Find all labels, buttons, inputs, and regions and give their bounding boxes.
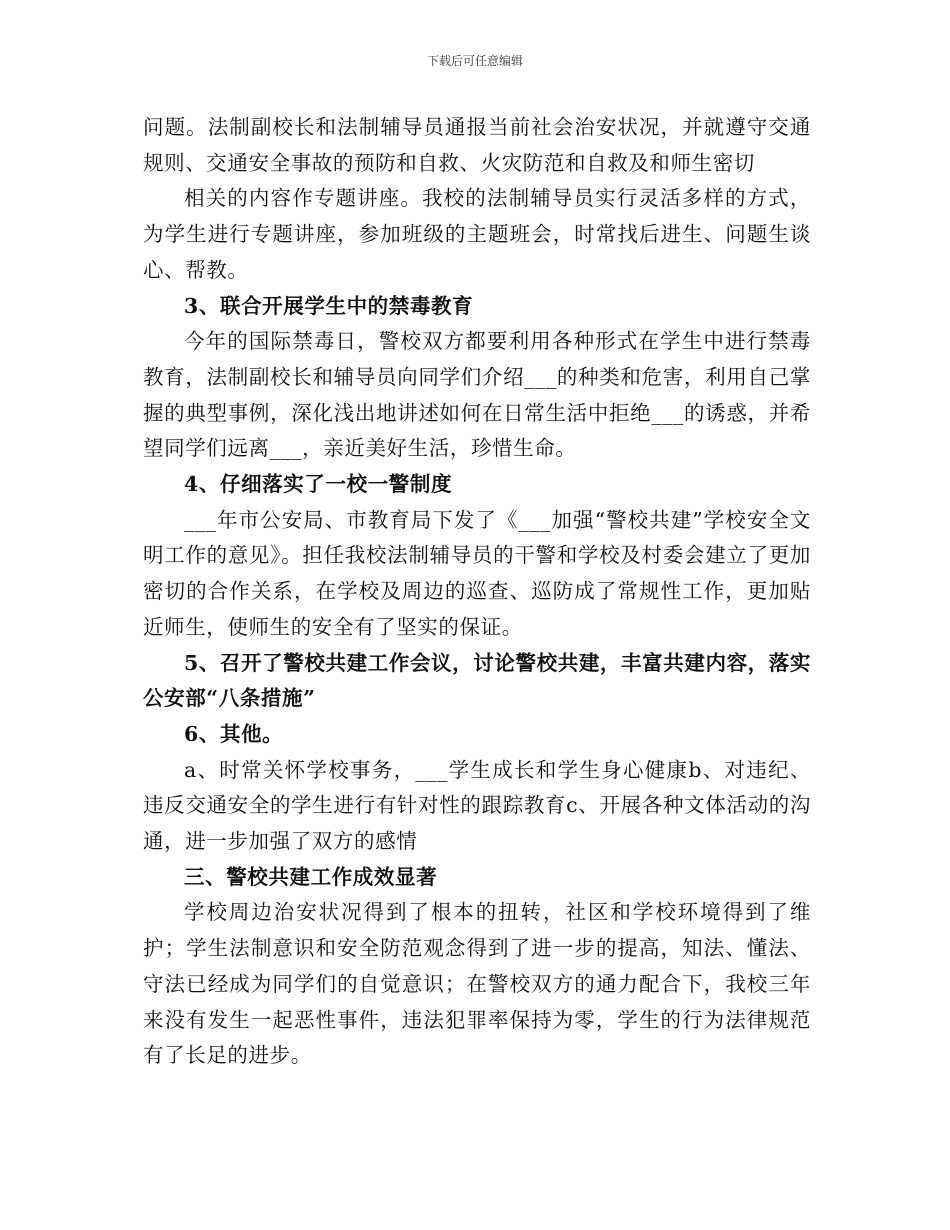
paragraph: ___年市公安局、市教育局下发了《___加强“警校共建”学校安全文明工作的意见》。担任我校法制辅导员的干警和学校及村委会建立了更加密切的合作关系，在学校及周边的巡查、巡防成了常规性工作，更加贴近师生，使师生的安全有了坚实的保证。: [143, 507, 811, 639]
document-body: [143, 110, 811, 1074]
paragraph: 学校周边治安状况得到了根本的扭转，社区和学校环境得到了维护；学生法制意识和安全防范观念得到了进一步的提高，知法、懂法、守法已经成为同学们的自觉意识；在警校双方的通力配合下，我校三年来没有发生一起恶性事件，违法犯罪率保持为零，学生的行为法律规范有了长足的进步。: [143, 900, 811, 1068]
paragraph: 今年的国际禁毒日，警校双方都要利用各种形式在学生中进行禁毒教育，法制副校长和辅导员向同学们介绍___的种类和危害，利用自己掌握的典型事例，深化浅出地讲述如何在日常生活中拒绝___的诱惑，并希望同学们远离___，亲近美好生活，珍惜生命。: [143, 329, 811, 461]
section-heading: 5、召开了警校共建工作会议，讨论警校共建，丰富共建内容，落实公安部“八条措施”: [143, 650, 811, 711]
paragraph: 问题。法制副校长和法制辅导员通报当前社会治安状况，并就遵守交通规则、交通安全事故的预防和自救、火灾防范和自救及和师生密切: [143, 115, 811, 175]
section-heading: 三、警校共建工作成效显著: [184, 864, 438, 889]
section-heading: 6、其他。: [184, 721, 284, 746]
paragraph: a、时常关怀学校事务，___学生成长和学生身心健康b、对违纪、违反交通安全的学生进行有针对性的跟踪教育c、开展各种文体活动的沟通，进一步加强了双方的感情: [143, 757, 811, 854]
section-heading: 4、仔细落实了一校一警制度: [184, 472, 453, 497]
paragraph: 相关的内容作专题讲座。我校的法制辅导员实行灵活多样的方式，为学生进行专题讲座，参加班级的主题班会，时常找后进生、问题生谈心、帮教。: [143, 186, 811, 282]
page-header: 下载后可任意编辑: [426, 54, 523, 68]
section-heading: 3、联合开展学生中的禁毒教育: [184, 293, 474, 318]
